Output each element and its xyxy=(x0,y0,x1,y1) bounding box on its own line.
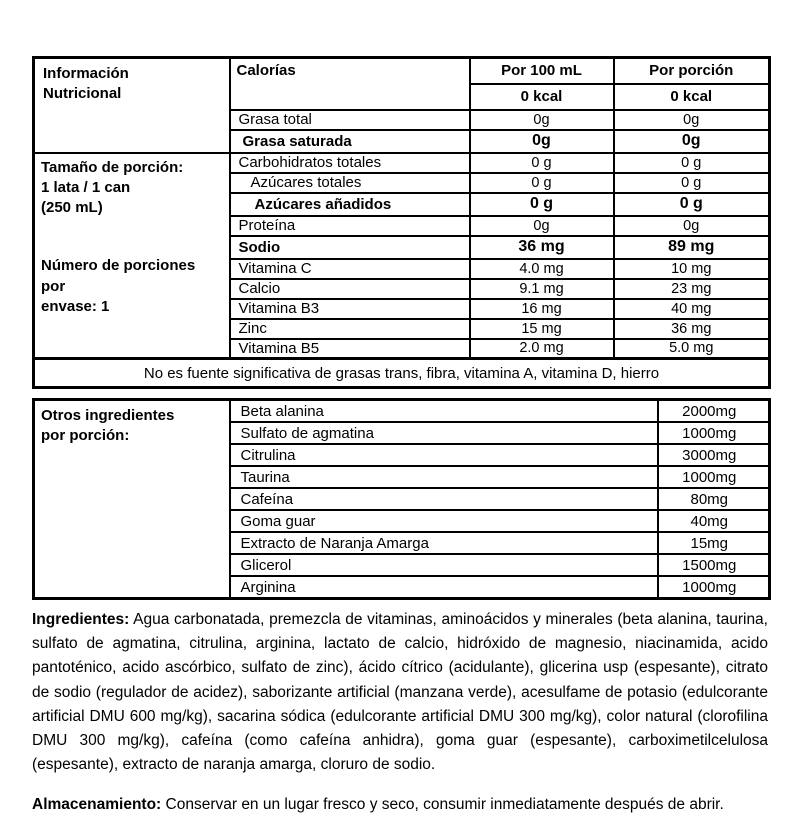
other-ingredients-label-line2: por porción: xyxy=(41,427,130,445)
nutrient-name: Vitamina B5 xyxy=(230,339,470,359)
value-per-portion: 0g xyxy=(614,130,770,153)
ingredient-name: Sulfato de agmatina xyxy=(230,422,658,444)
nutrient-name: Grasa total xyxy=(230,110,470,130)
ingredient-amount: 2000mg xyxy=(658,400,770,423)
value-per-portion: 89 mg xyxy=(614,236,770,259)
ingredients-text: Agua carbonatada, premezcla de vitaminas, aminoácidos y minerales (beta alanina, taurina, sulfato de agmatina, citrulina, arginina, lactato de calcio, hidróxido de magnesio, niacinamida, acido pantoténico, acido ascórbico, sulfato de zinc), ácido cítrico (acidulante), glicerina usp (espesante), citrato de sodio (regulador de acidez), saborizante artificial (manzana verde), acesulfame de potasio (edulcorante artificial DMU 600 mg/kg), sacarina sódica (edulcorante artificial DMU 300 mg/kg), color natural (clorofilina DMU 300 mg/kg), cafeína (como cafeína anhidra), goma guar (espesante), carboximetilcelulosa (espesante), extracto de naranja amarga, cloruro de sodio. xyxy=(32,611,768,774)
storage-line xyxy=(32,793,768,817)
value-per-portion: 0g xyxy=(614,110,770,130)
column-header-per-100ml: Por 100 mL xyxy=(470,58,614,84)
value-per-100ml: 0g xyxy=(470,130,614,153)
ingredient-name: Taurina xyxy=(230,466,658,488)
ingredient-amount: 1000mg xyxy=(658,422,770,444)
ingredient-name: Citrulina xyxy=(230,444,658,466)
nutrient-name: Grasa saturada xyxy=(230,130,470,153)
value-per-portion: 10 mg xyxy=(614,259,770,279)
ingredient-row xyxy=(34,400,770,423)
servings-per-container xyxy=(41,256,223,317)
ingredient-amount: 1000mg xyxy=(658,576,770,599)
other-ingredients-table xyxy=(32,398,771,600)
table-title xyxy=(34,58,230,153)
serving-info xyxy=(34,153,230,359)
value-per-100ml: 9.1 mg xyxy=(470,279,614,299)
value-per-portion: 5.0 mg xyxy=(614,339,770,359)
servings-line2: envase: 1 xyxy=(41,297,110,315)
nutrient-name: Proteína xyxy=(230,216,470,236)
value-per-portion: 36 mg xyxy=(614,319,770,339)
nutrient-name: Azúcares totales xyxy=(230,173,470,193)
servings-line1: Número de porciones por xyxy=(41,257,196,295)
value-per-100ml: 15 mg xyxy=(470,319,614,339)
value-per-100ml: 0g xyxy=(470,110,614,130)
ingredient-name: Arginina xyxy=(230,576,658,599)
storage-text: Conservar en un lugar fresco y seco, consumir inmediatamente después de abrir. xyxy=(161,795,724,813)
value-per-100ml: 0 g xyxy=(470,153,614,173)
storage-label: Almacenamiento: xyxy=(32,795,162,813)
nutrient-name: Calcio xyxy=(230,279,470,299)
value-per-100ml: 0 g xyxy=(470,193,614,216)
value-per-100ml: 0 g xyxy=(470,173,614,193)
ingredient-name: Goma guar xyxy=(230,510,658,532)
table-title-line1: Información xyxy=(43,65,129,82)
ingredient-name: Cafeína xyxy=(230,488,658,510)
other-ingredients-label xyxy=(34,400,230,599)
ingredient-name: Beta alanina xyxy=(230,400,658,423)
serving-size-line2: (250 mL) xyxy=(41,199,103,216)
ingredient-amount: 80mg xyxy=(658,488,770,510)
ingredients-label: Ingredientes: xyxy=(32,611,130,628)
calories-label: Calorías xyxy=(230,58,470,110)
nutrient-name: Azúcares añadidos xyxy=(230,193,470,216)
nutrient-name: Vitamina B3 xyxy=(230,299,470,319)
column-header-per-portion: Por porción xyxy=(614,58,770,84)
ingredient-amount: 40mg xyxy=(658,510,770,532)
ingredient-amount: 1000mg xyxy=(658,466,770,488)
value-per-100ml: 16 mg xyxy=(470,299,614,319)
other-ingredients-label-line1: Otros ingredientes xyxy=(41,407,175,424)
value-per-portion: 0 g xyxy=(614,173,770,193)
ingredients-paragraph xyxy=(32,608,768,777)
nutrient-row-carbohidratos xyxy=(34,153,770,173)
header-row xyxy=(34,58,770,84)
kcal-per-100ml: 0 kcal xyxy=(470,84,614,110)
nutrient-name: Vitamina C xyxy=(230,259,470,279)
nutrient-name: Zinc xyxy=(230,319,470,339)
value-per-100ml: 36 mg xyxy=(470,236,614,259)
insignificant-sources-note: No es fuente significativa de grasas trans, fibra, vitamina A, vitamina D, hierro xyxy=(34,359,770,388)
value-per-100ml: 0g xyxy=(470,216,614,236)
nutrient-name: Carbohidratos totales xyxy=(230,153,470,173)
value-per-portion: 0 g xyxy=(614,153,770,173)
serving-size-line1: 1 lata / 1 can xyxy=(41,178,131,196)
nutrient-name: Sodio xyxy=(230,236,470,259)
value-per-portion: 0 g xyxy=(614,193,770,216)
ingredient-name: Extracto de Naranja Amarga xyxy=(230,532,658,554)
ingredient-name: Glicerol xyxy=(230,554,658,576)
ingredient-amount: 15mg xyxy=(658,532,770,554)
value-per-100ml: 4.0 mg xyxy=(470,259,614,279)
value-per-100ml: 2.0 mg xyxy=(470,339,614,359)
table-title-line2: Nutricional xyxy=(43,84,122,102)
kcal-per-portion: 0 kcal xyxy=(614,84,770,110)
value-per-portion: 23 mg xyxy=(614,279,770,299)
serving-size-label: Tamaño de porción: xyxy=(41,158,184,176)
ingredient-amount: 3000mg xyxy=(658,444,770,466)
value-per-portion: 40 mg xyxy=(614,299,770,319)
insignificant-sources-row xyxy=(34,359,770,388)
nutrition-facts-table xyxy=(32,56,771,389)
value-per-portion: 0g xyxy=(614,216,770,236)
ingredient-amount: 1500mg xyxy=(658,554,770,576)
